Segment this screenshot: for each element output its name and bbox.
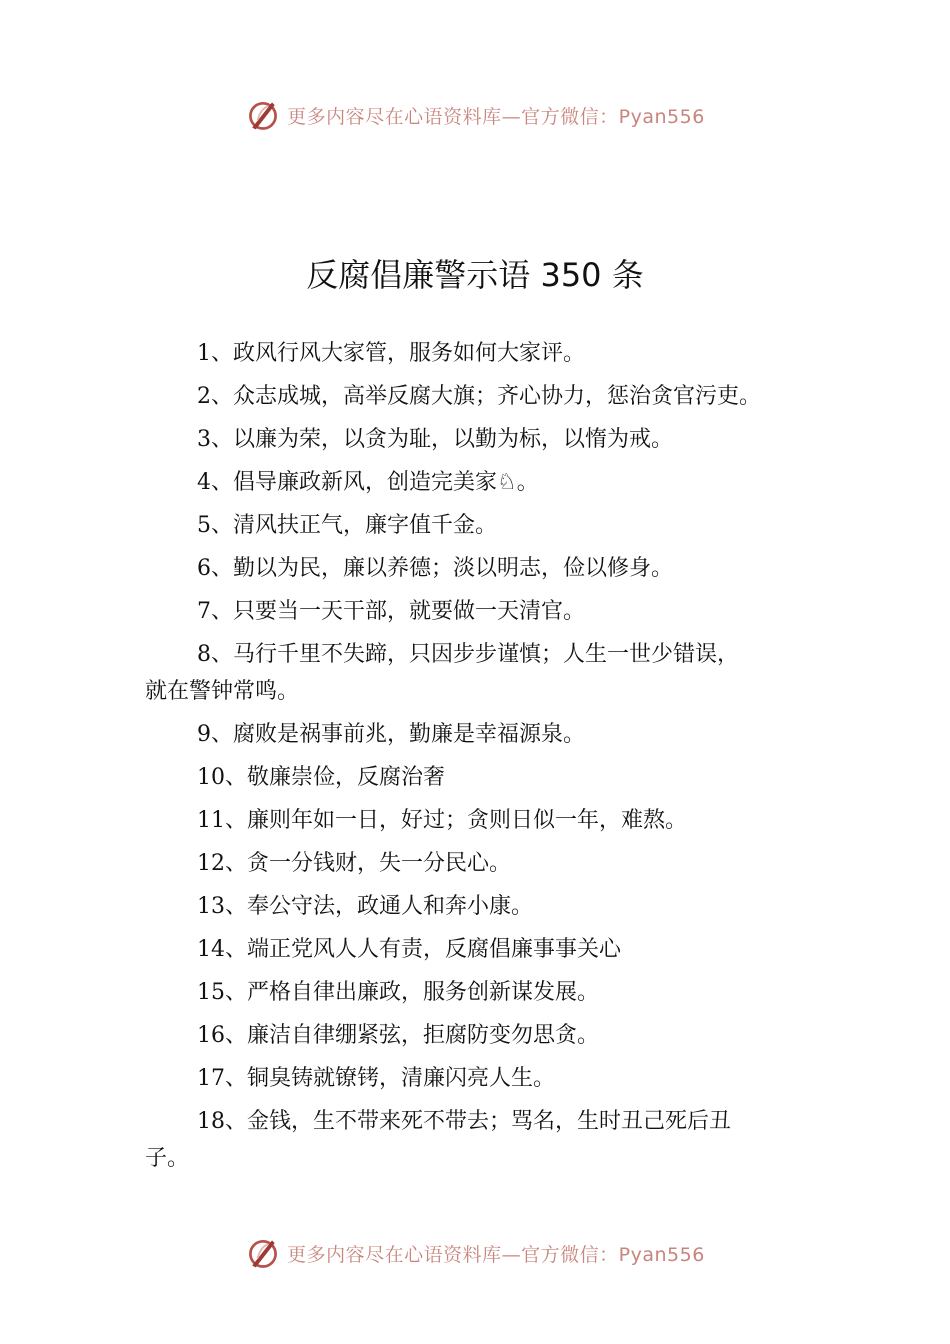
list-item: 6、勤以为民，廉以养德；淡以明志，俭以修身。 (197, 555, 673, 581)
list-item-line: 18、金钱，生不带来死不带去；骂名，生时丑己死后丑 (197, 1108, 731, 1134)
list-item-line: 8、马行千里不失蹄，只因步步谨慎；人生一世少错误， (197, 641, 739, 667)
list-item: 4、倡导廉政新风，创造完美家♘。 (197, 469, 539, 495)
list-item-line: 子。 (145, 1145, 190, 1171)
list-item (145, 633, 825, 713)
list-item: 5、清风扶正气，廉字值千金。 (197, 512, 497, 538)
header-banner (0, 95, 950, 135)
list-item: 2、众志成城，高举反腐大旗；齐心协力，惩治贪官污吏。 (197, 383, 761, 409)
banner-text: 更多内容尽在心语资料库—官方微信：Pyan556 (287, 1243, 705, 1266)
list-item: 10、敬廉崇俭，反腐治奢 (197, 764, 445, 790)
quill-pen-seal-icon (245, 97, 281, 133)
list-item: 15、严格自律出廉政，服务创新谋发展。 (197, 979, 599, 1005)
list-item: 3、以廉为荣，以贪为耻，以勤为标，以惰为戒。 (197, 426, 673, 452)
list-item: 16、廉洁自律绷紧弦，拒腐防变勿思贪。 (197, 1022, 599, 1048)
banner-text: 更多内容尽在心语资料库—官方微信：Pyan556 (287, 105, 705, 128)
list-item: 17、铜臭铸就镣铐，清廉闪亮人生。 (197, 1065, 555, 1091)
list-item: 7、只要当一天干部，就要做一天清官。 (197, 598, 585, 624)
list-item-line: 就在警钟常鸣。 (145, 678, 300, 704)
footer-banner (0, 1233, 950, 1273)
list-item: 9、腐败是祸事前兆，勤廉是幸福源泉。 (197, 721, 585, 747)
list-item: 11、廉则年如一日，好过；贪则日似一年，难熬。 (197, 807, 687, 833)
page-title: 反腐倡廉警示语 350 条 (306, 256, 644, 294)
list-item: 12、贪一分钱财，失一分民心。 (197, 850, 511, 876)
list-item: 1、政风行风大家管，服务如何大家评。 (197, 340, 585, 366)
list-item (145, 1100, 825, 1180)
list-item: 14、端正党风人人有责，反腐倡廉事事关心 (197, 936, 621, 962)
slogan-list (145, 332, 825, 1180)
list-item: 13、奉公守法，政通人和奔小康。 (197, 893, 533, 919)
quill-pen-seal-icon (245, 1235, 281, 1271)
